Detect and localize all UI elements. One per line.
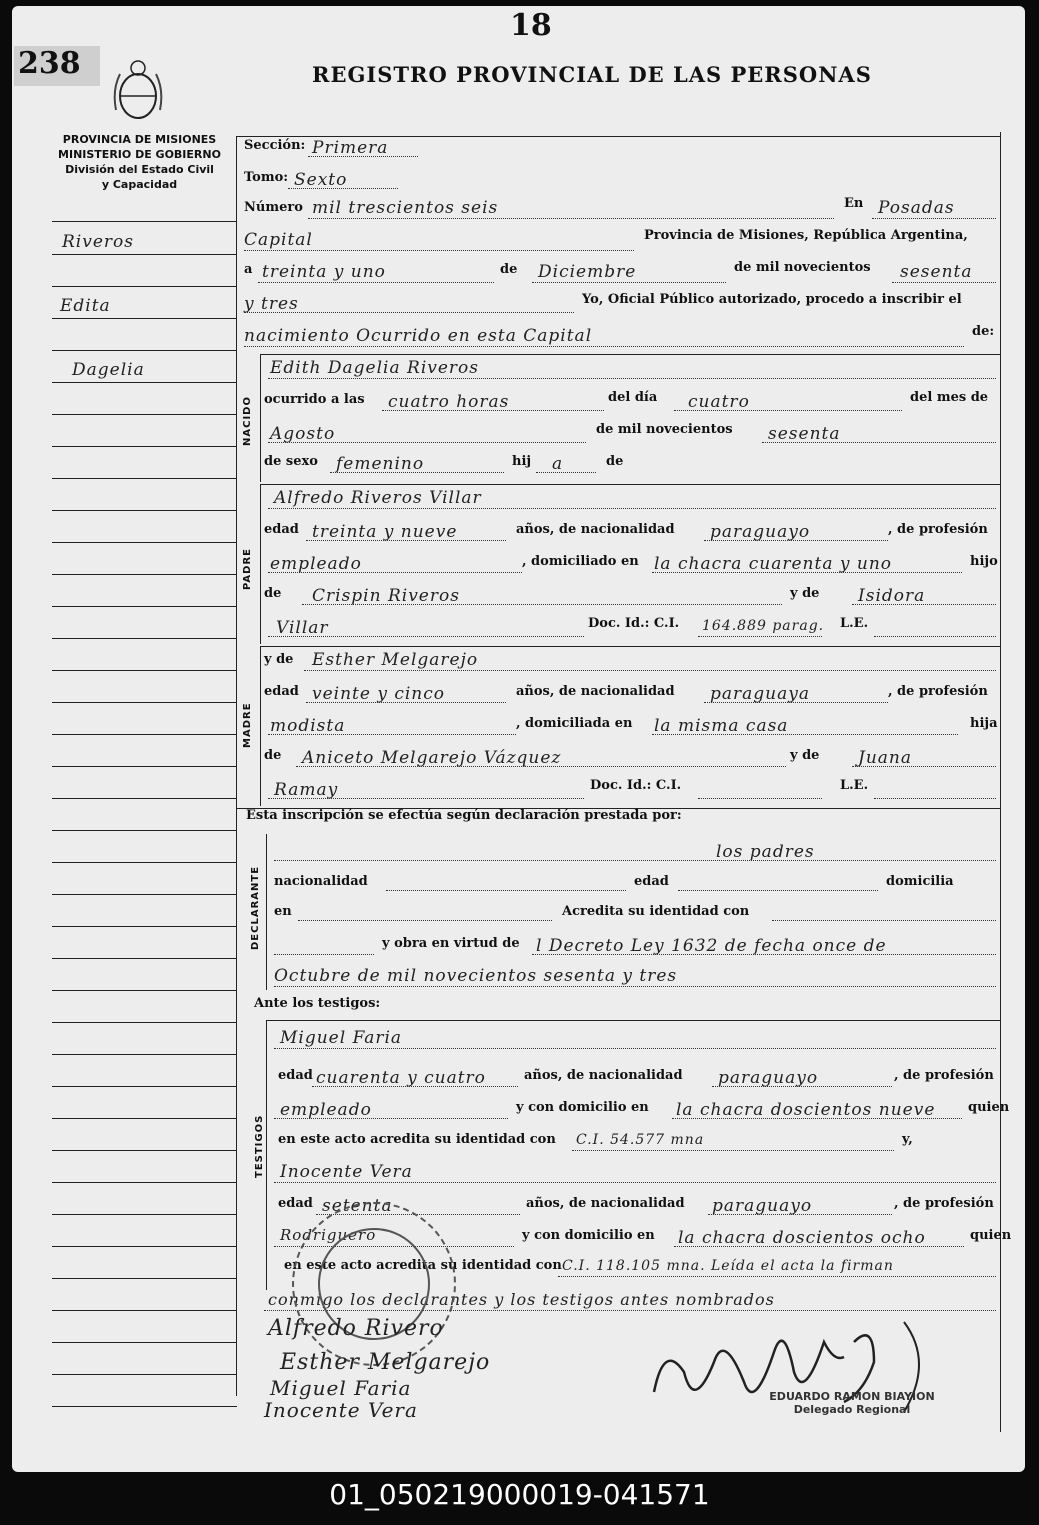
label-t2-edad: edad bbox=[278, 1196, 313, 1211]
value-tomo: Sexto bbox=[294, 170, 348, 190]
label-yo: Yo, Oficial Público autorizado, procedo a inscribir el bbox=[582, 292, 962, 307]
label-del-dia: del día bbox=[608, 390, 658, 405]
section-madre: MADRE bbox=[242, 702, 253, 748]
official-signature-icon bbox=[634, 1302, 934, 1442]
testigos-top bbox=[266, 1020, 1000, 1021]
value-t2-dom: la chacra doscientos ocho bbox=[678, 1228, 926, 1248]
value-seccion: Primera bbox=[312, 138, 389, 158]
label-t1-acredita: en este acto acredita su identidad con bbox=[278, 1132, 556, 1147]
label-madre-edad: edad bbox=[264, 684, 299, 699]
label-y-obra: y obra en virtud de bbox=[382, 936, 520, 951]
coat-of-arms-icon bbox=[108, 50, 168, 130]
frame-left bbox=[236, 136, 237, 1396]
padre-top bbox=[260, 484, 1000, 485]
section-nacido: NACIDO bbox=[242, 396, 253, 446]
label-t1-y: y, bbox=[902, 1132, 913, 1147]
official-role: Delegado Regional bbox=[793, 1403, 911, 1416]
label-padre-edad: edad bbox=[264, 522, 299, 537]
label-decl-edad: edad bbox=[634, 874, 669, 889]
label-domicilia: domicilia bbox=[886, 874, 954, 889]
value-padre-dom: la chacra cuarenta y uno bbox=[654, 554, 893, 574]
label-madre-y-de: y de bbox=[264, 652, 294, 667]
value-hij-suffix: a bbox=[552, 454, 564, 474]
label-seccion: Sección: bbox=[244, 138, 306, 153]
testigos-frame bbox=[266, 1020, 267, 1290]
label-en: En bbox=[844, 196, 864, 211]
value-t1-prof: empleado bbox=[280, 1100, 372, 1120]
value-madre-nombre: Esther Melgarejo bbox=[312, 650, 479, 670]
label-declaracion: Esta inscripción se efectúa según declaración prestada por: bbox=[246, 808, 682, 823]
value-t2-nac: paraguayo bbox=[712, 1196, 813, 1216]
issuer-line: y Capacidad bbox=[101, 178, 178, 191]
label-de-mil: de mil novecientos bbox=[596, 422, 733, 437]
value-padre-padre: Crispin Riveros bbox=[312, 586, 460, 606]
label-hij-de: de bbox=[606, 454, 624, 469]
madre-top bbox=[260, 646, 1000, 647]
label-de-mil-novecientos: de mil novecientos bbox=[734, 260, 871, 275]
value-lugar: Posadas bbox=[878, 198, 955, 218]
value-tipo: nacimiento Ocurrido en esta Capital bbox=[244, 326, 593, 346]
value-padre-ci: 164.889 parag. bbox=[702, 618, 825, 634]
label-padre-doc: Doc. Id.: C.I. bbox=[588, 616, 680, 631]
signature-2: Esther Melgarejo bbox=[280, 1350, 491, 1375]
section-declarante: DECLARANTE bbox=[250, 865, 261, 950]
value-madre-prof: modista bbox=[270, 716, 346, 736]
label-madre-y-de2: y de bbox=[790, 748, 820, 763]
value-padre-edad: treinta y nueve bbox=[312, 522, 458, 542]
value-testigo1: Miguel Faria bbox=[280, 1028, 403, 1048]
label-padre-prof: , de profesión bbox=[888, 522, 988, 537]
label-t1-edad: edad bbox=[278, 1068, 313, 1083]
label-numero: Número bbox=[244, 200, 303, 215]
value-virtud2: Octubre de mil novecientos sesenta y tres bbox=[274, 966, 678, 986]
signature-1: Alfredo Rivero bbox=[268, 1316, 444, 1341]
value-t1-nac: paraguayo bbox=[718, 1068, 819, 1088]
label-padre-y-de: y de bbox=[790, 586, 820, 601]
value-madre-madre2: Ramay bbox=[274, 780, 339, 800]
signature-4: Inocente Vera bbox=[264, 1398, 418, 1422]
label-t1-prof: , de profesión bbox=[894, 1068, 994, 1083]
label-sexo: de sexo bbox=[264, 454, 318, 469]
value-mes: Diciembre bbox=[538, 262, 637, 282]
label-t1-nac: años, de nacionalidad bbox=[524, 1068, 683, 1083]
label-padre-nac: años, de nacionalidad bbox=[516, 522, 675, 537]
official-name: EDUARDO RAMON BIAYION bbox=[769, 1390, 935, 1403]
value-declarante: los padres bbox=[716, 842, 815, 862]
label-t2-nac: años, de nacionalidad bbox=[526, 1196, 685, 1211]
label-acredita: Acredita su identidad con bbox=[562, 904, 750, 919]
value-numero: mil trescientos seis bbox=[312, 198, 499, 218]
footer-code: 01_050219000019-041571 bbox=[329, 1478, 710, 1511]
label-t1-dom: y con domicilio en bbox=[516, 1100, 649, 1115]
page-title: REGISTRO PROVINCIAL DE LAS PERSONAS bbox=[312, 62, 872, 87]
official-stamp bbox=[732, 1390, 972, 1416]
value-madre-padre: Aniceto Melgarejo Vázquez bbox=[302, 748, 562, 768]
folio-number: 18 bbox=[510, 8, 552, 43]
section-testigos: TESTIGOS bbox=[254, 1114, 265, 1178]
value-madre-nac: paraguaya bbox=[710, 684, 810, 704]
label-t2-dom: y con domicilio en bbox=[522, 1228, 655, 1243]
label-de-colon: de: bbox=[972, 324, 995, 339]
value-padre-madre2: Villar bbox=[276, 618, 329, 638]
label-provincia: Provincia de Misiones, República Argentina, bbox=[644, 228, 968, 243]
label-t1-quien: quien bbox=[968, 1100, 1010, 1115]
value-virtud: l Decreto Ley 1632 de fecha once de bbox=[536, 936, 887, 956]
label-padre-le: L.E. bbox=[840, 616, 869, 631]
label-decl-en: en bbox=[274, 904, 292, 919]
margin-second-name: Dagelia bbox=[72, 360, 145, 380]
value-closing: conmigo los declarantes y los testigos antes nombrados bbox=[268, 1290, 775, 1309]
label-padre-dom: , domiciliado en bbox=[522, 554, 639, 569]
padre-frame bbox=[260, 484, 261, 644]
label-madre-de: de bbox=[264, 748, 282, 763]
label-ocurrido: ocurrido a las bbox=[264, 392, 365, 407]
nacido-top bbox=[260, 354, 1000, 355]
value-testigo2: Inocente Vera bbox=[280, 1162, 413, 1182]
label-madre-doc: Doc. Id.: C.I. bbox=[590, 778, 682, 793]
margin-surname: Riveros bbox=[62, 232, 134, 252]
value-dia-nac: cuatro bbox=[688, 392, 750, 412]
value-lugar2: Capital bbox=[244, 230, 313, 250]
issuer-line: MINISTERIO DE GOBIERNO bbox=[58, 148, 221, 161]
value-t1-ci: C.I. 54.577 mna bbox=[576, 1132, 705, 1148]
label-t2-quien: quien bbox=[970, 1228, 1012, 1243]
value-padre-prof: empleado bbox=[270, 554, 362, 574]
issuer-line: División del Estado Civil bbox=[65, 163, 214, 176]
value-t2-prof: Rodriguero bbox=[280, 1226, 377, 1244]
value-anio2: y tres bbox=[244, 294, 299, 314]
label-del-mes: del mes de bbox=[910, 390, 989, 405]
label-hijo: hijo bbox=[970, 554, 998, 569]
label-tomo: Tomo: bbox=[244, 170, 289, 185]
section-padre: PADRE bbox=[242, 548, 253, 590]
value-hora: cuatro horas bbox=[388, 392, 510, 412]
value-anio: sesenta bbox=[900, 262, 973, 282]
value-madre-madre: Juana bbox=[858, 748, 912, 768]
value-dia: treinta y uno bbox=[262, 262, 386, 282]
value-padre-nac: paraguayo bbox=[710, 522, 811, 542]
label-hija: hija bbox=[970, 716, 998, 731]
value-padre-madre: Isidora bbox=[858, 586, 926, 606]
signature-3: Miguel Faria bbox=[270, 1376, 412, 1400]
value-t1-edad: cuarenta y cuatro bbox=[316, 1068, 486, 1088]
value-madre-dom: la misma casa bbox=[654, 716, 789, 736]
label-t2-acredita: en este acto acredita su identidad con bbox=[284, 1258, 562, 1273]
frame-top bbox=[236, 136, 1000, 137]
value-padre-nombre: Alfredo Riveros Villar bbox=[274, 488, 482, 508]
label-madre-le: L.E. bbox=[840, 778, 869, 793]
issuer-line: PROVINCIA DE MISIONES bbox=[62, 133, 217, 146]
label-t2-prof: , de profesión bbox=[894, 1196, 994, 1211]
label-nacionalidad: nacionalidad bbox=[274, 874, 368, 889]
issuer-block bbox=[52, 132, 227, 192]
label-madre-nac: años, de nacionalidad bbox=[516, 684, 675, 699]
madre-frame bbox=[260, 646, 261, 806]
label-madre-prof: , de profesión bbox=[888, 684, 988, 699]
value-madre-edad: veinte y cinco bbox=[312, 684, 446, 704]
label-a: a bbox=[244, 262, 253, 277]
record-number: 238 bbox=[14, 46, 100, 86]
value-mes-nac: Agosto bbox=[270, 424, 336, 444]
value-anio-nac: sesenta bbox=[768, 424, 841, 444]
label-madre-dom: , domiciliada en bbox=[516, 716, 633, 731]
label-ante: Ante los testigos: bbox=[254, 996, 381, 1011]
label-de: de bbox=[500, 262, 518, 277]
label-hij: hij bbox=[512, 454, 532, 469]
margin-first-name: Edita bbox=[60, 296, 111, 316]
label-padre-de: de bbox=[264, 586, 282, 601]
value-t2-ci: C.I. 118.105 mna. Leída el acta la firman bbox=[562, 1258, 894, 1274]
nacido-frame bbox=[260, 354, 261, 482]
value-nacido-nombre: Edith Dagelia Riveros bbox=[270, 358, 480, 378]
register-page bbox=[12, 6, 1025, 1472]
value-t2-edad: setenta bbox=[322, 1196, 393, 1216]
value-t1-dom: la chacra doscientos nueve bbox=[676, 1100, 936, 1120]
value-sexo: femenino bbox=[336, 454, 425, 474]
declarante-frame bbox=[266, 834, 267, 990]
